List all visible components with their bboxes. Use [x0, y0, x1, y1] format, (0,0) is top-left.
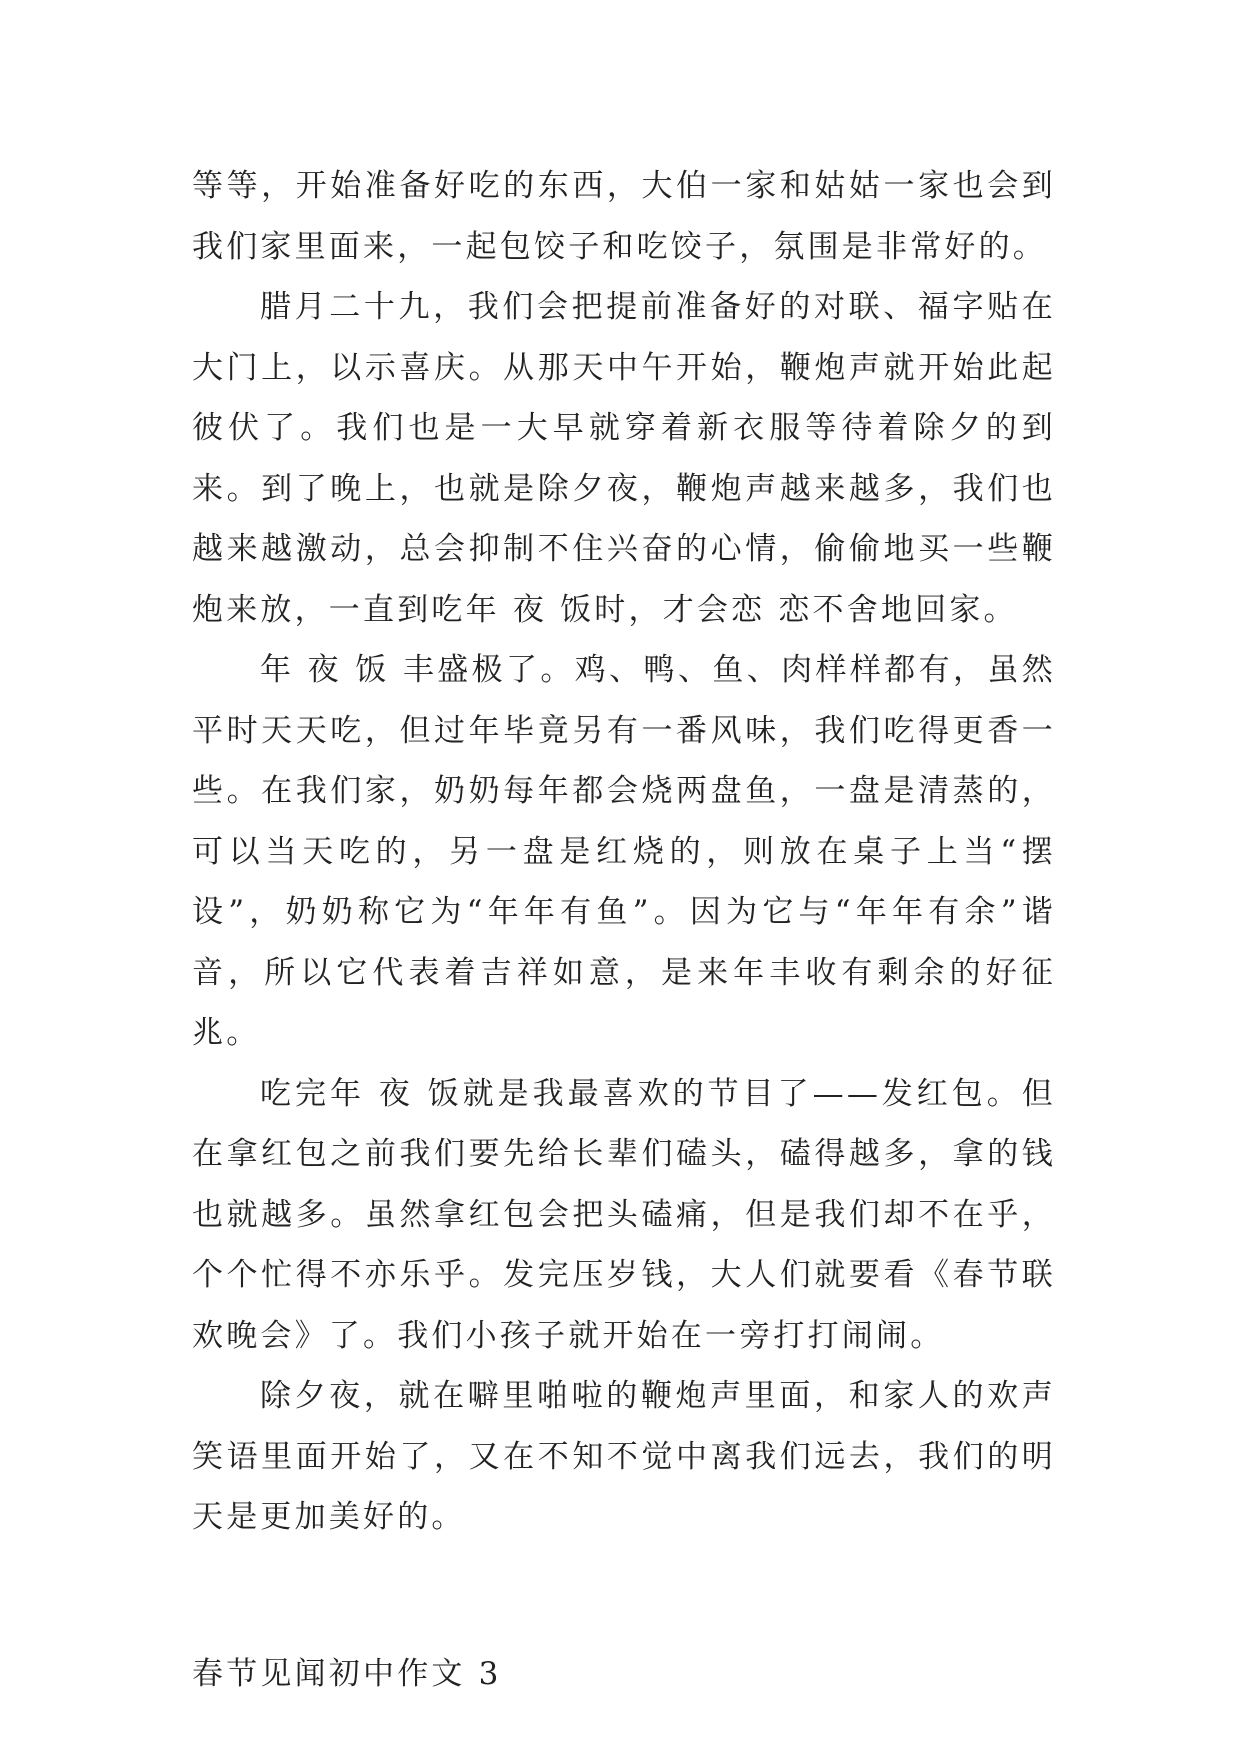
document-body — [192, 156, 1056, 1704]
paragraph-4: 吃完年 夜 饭就是我最喜欢的节目了——发红包。但在拿红包之前我们要先给长辈们磕头，磕得越多，拿的钱也就越多。虽然拿红包会把头磕痛，但是我们却不在乎，个个忙得不亦乐乎。发完压岁钱，大人们就要看《春节联欢晚会》了。我们小孩子就开始在一旁打打闹闹。 — [192, 1075, 1056, 1354]
section-heading: 春节见闻初中作文 3 — [192, 1655, 502, 1692]
paragraph-5: 除夕夜，就在噼里啪啦的鞭炮声里面，和家人的欢声笑语里面开始了，又在不知不觉中离我们远去，我们的明天是更加美好的。 — [192, 1378, 1056, 1535]
paragraph-1: 等等，开始准备好吃的东西，大伯一家和姑姑一家也会到我们家里面来，一起包饺子和吃饺子，氛围是非常好的。 — [192, 168, 1056, 265]
paragraph-3: 年 夜 饭 丰盛极了。鸡、鸭、鱼、肉样样都有，虽然平时天天吃，但过年毕竟另有一番风味，我们吃得更香一些。在我们家，奶奶每年都会烧两盘鱼，一盘是清蒸的，可以当天吃的，另一盘是红烧的，则放在桌子上当“摆设”，奶奶称它为“年年有鱼”。因为它与“年年有余”谐音，所以它代表着吉祥如意，是来年丰收有剩余的好征兆。 — [192, 652, 1056, 1051]
paragraph-2: 腊月二十九，我们会把提前准备好的对联、福字贴在大门上，以示喜庆。从那天中午开始，鞭炮声就开始此起彼伏了。我们也是一大早就穿着新衣服等待着除夕的到来。到了晚上，也就是除夕夜，鞭炮声越来越多，我们也越来越激动，总会抑制不住兴奋的心情，偷偷地买一些鞭炮来放，一直到吃年 夜 饭时，才会恋 恋不舍地回家。 — [192, 289, 1056, 628]
